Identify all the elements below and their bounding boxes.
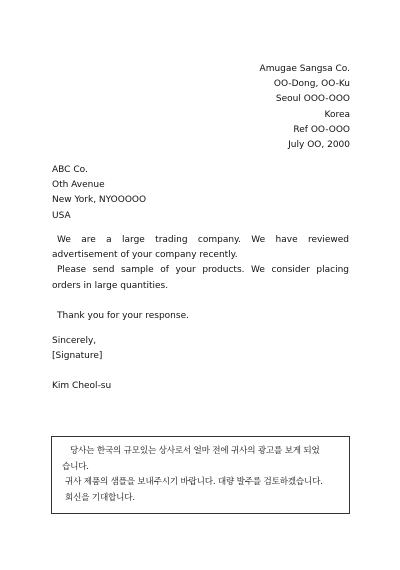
translation-line-1: 당사는 한국의 규모있는 상사로서 얼마 전에 귀사의 광고를 보게 되었 (70, 446, 320, 456)
sender-country: Korea (324, 109, 350, 120)
signature-placeholder: [Signature] (52, 350, 103, 361)
translation-line-4: 회신을 기대합니다. (65, 492, 135, 503)
sender-address-block (260, 62, 350, 153)
paragraph-spacer (52, 294, 349, 309)
recipient-city: New York, NYOOOOO (52, 195, 147, 206)
body-paragraph-2: Please send sample of your products. We consider placing orders in large quantities. (52, 265, 349, 291)
sender-city: Seoul OOO-OOO (275, 94, 350, 105)
translation-line-2: 습니다. (62, 461, 89, 472)
recipient-company: ABC Co. (52, 165, 88, 175)
korean-translation-box (51, 436, 350, 514)
reference-number: Ref OO-OOO (293, 124, 350, 135)
body-paragraph-3: Thank you for your response. (57, 310, 189, 321)
recipient-street: Oth Avenue (52, 180, 105, 191)
letter-body (52, 233, 349, 324)
sender-district: OO-Dong, OO-Ku (273, 79, 350, 90)
signer-name: Kim Cheol-su (52, 381, 112, 391)
letter-date: July OO, 2000 (288, 140, 350, 151)
recipient-address-block (52, 163, 146, 224)
sender-company: Amugae Sangsa Co. (259, 64, 350, 74)
translation-line-3: 귀사 제품의 샘플을 보내주시기 바랍니다. 대량 발주를 검토하겠습니다. (65, 477, 323, 488)
body-paragraph-1: We are a large trading company. We have reviewed advertisement of your company recently. (52, 235, 349, 261)
recipient-country: USA (52, 210, 71, 221)
closing-salutation: Sincerely, (52, 336, 97, 346)
closing-block (52, 334, 102, 364)
